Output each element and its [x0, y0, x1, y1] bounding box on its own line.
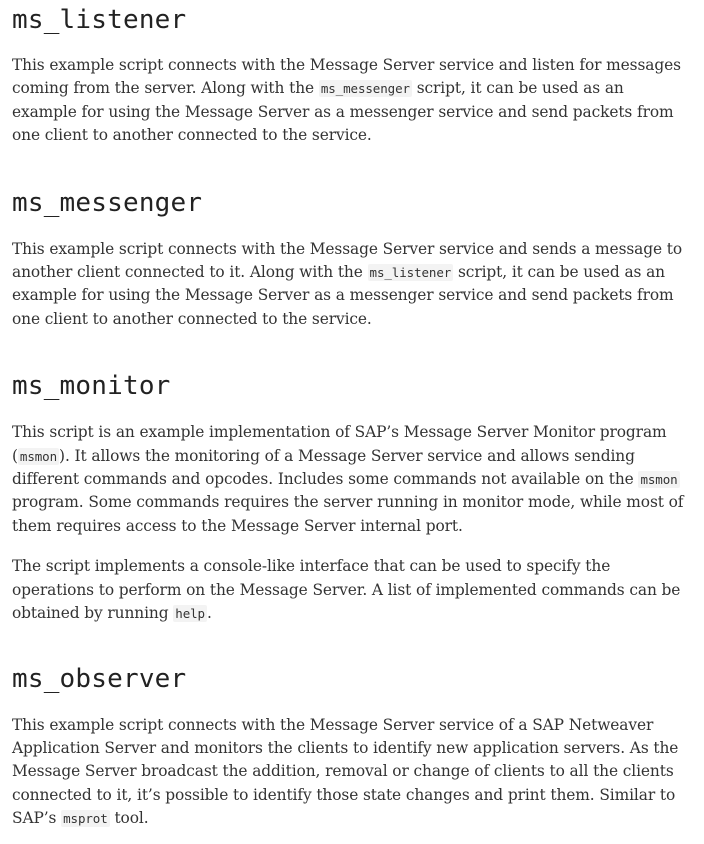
paragraph-text: program. Some commands requires the server running in monitor mode, while most of them requires access to the Message Server internal port. — [12, 493, 684, 535]
paragraph-text: This example script connects with the Message Server service and sends a message to another client connected to it. Along with the — [12, 239, 683, 282]
paragraph — [12, 555, 692, 625]
paragraph-text: script, it can be used as an example for using the Message Server as a messenger service and send packets from one client to another connected to the service. — [12, 263, 674, 328]
paragraph — [12, 421, 692, 538]
section-ms-listener — [12, 0, 692, 148]
paragraph-text: This example script connects with the Message Server service of a SAP Netweaver Application Server and monitors the clients to identify new application servers. As the Message Server broadcast the addition, removal or change of clients to all the clients connected to it, it’s possible to identify those state changes and print them. Similar to SAP’s — [12, 715, 679, 828]
paragraph-text: The script implements a console-like interface that can be used to specify the operations to perform on the Message Server. A list of implemented commands can be obtained by running — [12, 557, 681, 623]
inline-code: ms_listener — [369, 265, 452, 281]
paragraph-text: script, it can be used as an example for using the Message Server as a messenger service and send packets from one client to another connected to the service. — [12, 79, 674, 145]
inline-code: ms_messenger — [320, 81, 410, 97]
section-title: ms_monitor — [12, 371, 171, 402]
section-ms-messenger — [12, 186, 692, 332]
paragraph-text: This script is an example implementation of SAP’s Message Server Monitor program ( — [12, 423, 667, 465]
section-ms-monitor — [12, 369, 692, 625]
inline-code: msprot — [63, 811, 108, 827]
section-title: ms_messenger — [12, 187, 203, 218]
paragraph — [12, 714, 692, 831]
paragraph-text: This example script connects with the Message Server service and listen for messages coming from the server. Along with the — [12, 56, 681, 98]
inline-code: msmon — [640, 472, 678, 488]
paragraph-text: . — [206, 604, 212, 623]
section-ms-observer — [12, 662, 692, 831]
inline-code: help — [175, 606, 205, 622]
section-title: ms_observer — [12, 663, 187, 694]
paragraph — [12, 54, 692, 148]
paragraph-text: ). It allows the monitoring of a Message Server service and allows sending different commands and opcodes. Includes some commands not available on the — [12, 446, 639, 489]
paragraph — [12, 238, 692, 332]
inline-code: msmon — [19, 448, 58, 464]
paragraph-text: tool. — [109, 809, 149, 828]
section-title: ms_listener — [12, 5, 187, 35]
